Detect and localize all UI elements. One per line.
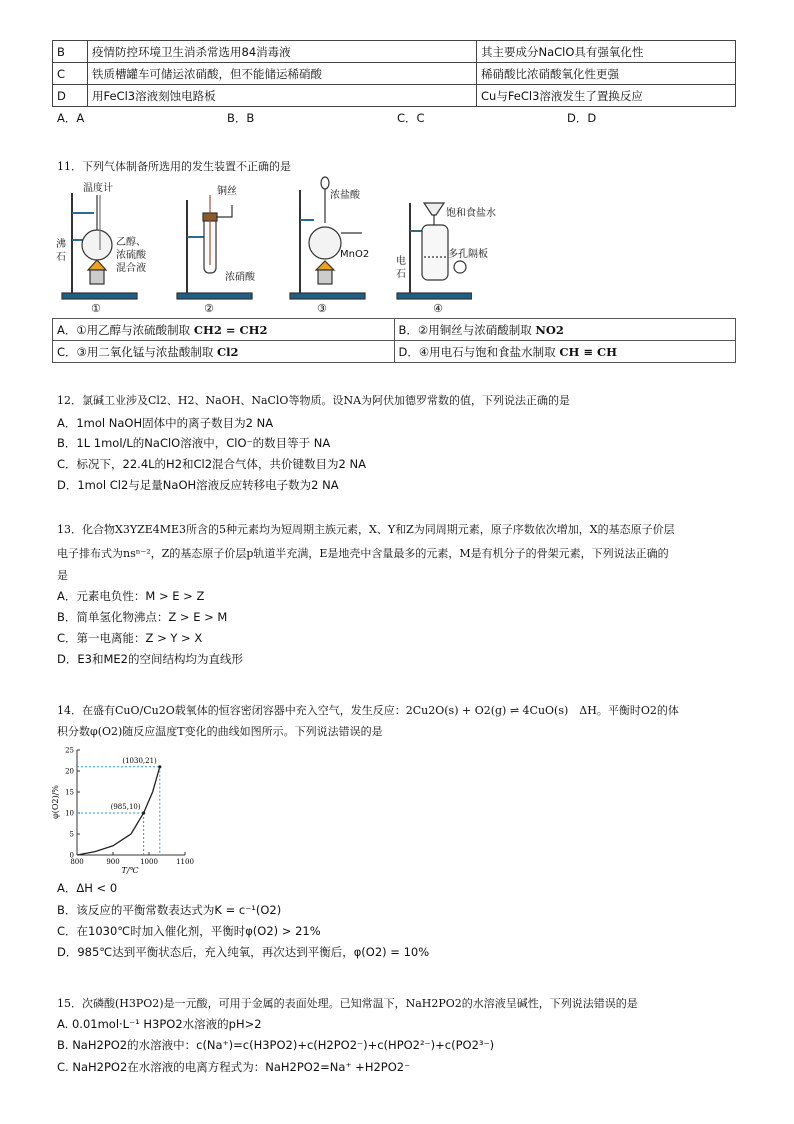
label-ethanol: 乙醇、 [116,237,146,248]
table-row [53,85,736,107]
q12-option-d: D．1mol Cl2与足量NaOH溶液反应转移电子数为2 NA [57,478,339,492]
caption-2: ② [204,302,214,315]
row-right: Cu与FeCl3溶液发生了置换反应 [477,85,736,107]
q11-stem: 11．下列气体制备所选用的发生装置不正确的是 [57,160,291,173]
q14-stem-2: 积分数φ(O2)随反应温度T变化的曲线如图所示。下列说法错误的是 [57,725,383,738]
q12-option-a: A．1mol NaOH固体中的离子数目为2 NA [57,416,274,430]
q15-option-b: B. NaH2PO2的水溶液中：c(Na⁺)=c(H3PO2)+c(H2PO2⁻)+c(HPO2²⁻)+c(PO2³⁻) [57,1038,495,1052]
apparatus-2 [177,195,252,299]
q14-option-b: B．该反应的平衡常数表达式为K = c⁻¹(O2) [57,903,282,917]
label-brine: 饱和食盐水 [446,208,496,219]
row-key: D [53,85,88,107]
x-axis-label: T/℃ [121,866,139,875]
row-right: 稀硝酸比浓硝酸氧化性更强 [477,63,736,85]
y-tick-label: 0 [69,851,74,860]
x-tick-label: 800 [70,858,84,866]
y-tick-label: 5 [69,830,74,839]
q14-stem-1: 14．在盛有CuO/Cu2O载氧体的恒容密闭容器中充入空气，发生反应：2Cu2O(s) + O2(g) ⇌ 4CuO(s) ΔH。平衡时O2的体 [57,704,679,717]
y-axis-label: φ(O2)/% [51,785,60,819]
apparatus-figure [52,175,472,315]
label-copper-wire: 铜丝 [217,186,237,197]
label-mno2: MnO2 [340,249,370,260]
q14-option-d: D．985℃达到平衡状态后，充入纯氧，再次达到平衡后，φ(O2) = 10% [57,945,430,959]
q11-options-table [52,318,736,363]
q13-option-b: B．简单氢化物沸点：Z > E > M [57,610,228,624]
data-label: (1030,21) [122,756,157,765]
label-carbide-2: 石 [396,269,406,280]
equilibrium-chart [50,742,200,877]
q13-option-d: D．E3和ME2的空间结构均为直线形 [57,652,243,666]
row-left: 铁质槽罐车可储运浓硝酸，但不能储运稀硝酸 [88,63,477,85]
data-point [142,811,145,814]
row-right: 其主要成分NaClO具有强氧化性 [477,41,736,63]
option-a: A．A [57,111,85,125]
q13-stem-1: 13．化合物X3YZE4ME3所含的5种元素均为短周期主族元素，X、Y和Z为同周期元素，原子序数依次增加，X的基态原子价层 [57,523,675,536]
table-row [53,63,736,85]
table-row [53,41,736,63]
q13-option-a: A．元素电负性：M > E > Z [57,589,205,603]
x-tick-label: 900 [106,858,120,866]
q15-option-c: C. NaH2PO2在水溶液的电离方程式为：NaH2PO2=Na⁺ +H2PO2⁻ [57,1060,411,1074]
label-boiling-1: 沸 [56,239,66,250]
option-b: B．B [227,111,255,125]
y-tick-label: 10 [65,809,74,818]
y-tick-label: 20 [65,767,74,776]
label-carbide-1: 电 [396,256,406,267]
q15-option-a: A. 0.01mol·L⁻¹ H3PO2水溶液的pH>2 [57,1017,262,1031]
label-porous-plate: 多孔隔板 [448,249,488,260]
option-c: C．C [397,111,425,125]
y-tick-label: 25 [65,746,74,755]
option-b: B．②用铜丝与浓硝酸制取 NO2 [394,319,736,341]
data-point [158,765,161,768]
y-tick-label: 15 [65,788,74,797]
label-boiling-2: 石 [56,252,66,263]
row-key: C [53,63,88,85]
label-mixture: 混合液 [116,263,146,274]
answer-table [52,40,736,107]
option-d: D．④用电石与饱和食盐水制取 CH ≡ CH [394,341,736,363]
row-left: 用FeCl3溶液刻蚀电路板 [88,85,477,107]
label-sulfuric: 浓硫酸 [116,250,146,261]
q13-stem-2: 电子排布式为nsⁿ⁻²，Z的基态原子价层p轨道半充满，E是地壳中含量最多的元素，M是有机分子的骨架元素，下列说法正确的 [57,547,669,560]
table-row [53,341,736,363]
caption-1: ① [91,302,101,315]
option-d: D．D [567,111,597,125]
x-tick-label: 1100 [176,858,194,866]
caption-3: ③ [317,302,327,315]
q12-stem: 12．氯碱工业涉及Cl2、H2、NaOH、NaClO等物质。设NA为阿伏加德罗常数的值，下列说法正确的是 [57,394,571,407]
option-c: C．③用二氧化锰与浓盐酸制取 Cl2 [53,341,395,363]
q15-stem: 15．次磷酸(H3PO2)是一元酸，可用于金属的表面处理。已知常温下，NaH2PO2的水溶液呈碱性，下列说法错误的是 [57,997,638,1010]
label-thermometer: 温度计 [83,183,113,194]
data-label: (985,10) [110,803,141,811]
x-tick-label: 1000 [140,858,158,866]
row-left: 疫情防控环境卫生消杀常选用84消毒液 [88,41,477,63]
row-key: B [53,41,88,63]
label-conc-nitric: 浓硝酸 [225,272,255,283]
q12-option-b: B．1L 1mol/L的NaClO溶液中，ClO⁻的数目等于 NA [57,436,331,450]
option-a: A．①用乙醇与浓硫酸制取 CH2 = CH2 [53,319,395,341]
q14-option-a: A．ΔH < 0 [57,881,118,895]
q13-stem-3: 是 [57,569,68,582]
caption-4: ④ [433,302,443,315]
label-conc-hcl: 浓盐酸 [330,190,360,201]
table-row [53,319,736,341]
q10-options [57,110,737,126]
q14-option-c: C．在1030℃时加入催化剂，平衡时φ(O2) > 21% [57,924,321,938]
q13-option-c: C．第一电离能：Z > Y > X [57,631,203,645]
q12-option-c: C．标况下，22.4L的H2和Cl2混合气体，共价键数目为2 NA [57,457,366,471]
